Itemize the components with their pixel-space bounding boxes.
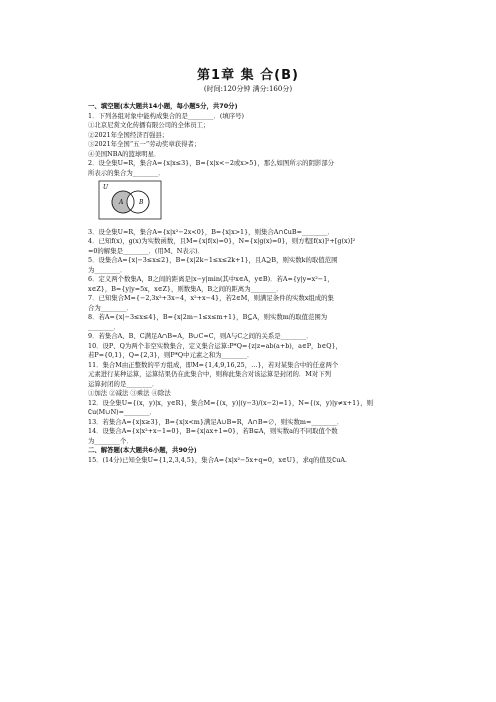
- question-line: =0的解集是________．(用M、N表示)．: [88, 246, 205, 255]
- question-line: ①北京尼赏文化传播有限公司的全体员工；: [88, 121, 210, 129]
- question-line: 4．已知f(x)，g(x)为实数函数，且M={x|f(x)=0}，N={x|g(x)=0}，则方程[f(x)]²+[g(x)]²: [88, 237, 356, 245]
- question-line: ________．: [88, 322, 120, 331]
- question-line: 运算封闭的是________．: [88, 379, 159, 388]
- question-line: 15．(14分)已知全集U={1,2,3,4,5}，集合A={x|x²−5x+q=0，x∈U}，求q的值及∁uA.: [88, 455, 347, 464]
- question-line: 为________．: [88, 265, 127, 274]
- question-line: 为________个．: [88, 436, 133, 445]
- section-heading: 一、填空题(本大题共14小题，每小题5分，共70分): [88, 102, 238, 110]
- question-line: 10．设P、Q为两个非空实数集合，定义集合运算:P*Q={z|z=ab(a+b)，a∈P，b∈Q}，: [88, 341, 342, 350]
- question-line: ∁u(M∪N)=________．: [88, 408, 156, 416]
- page-subtitle: (时间:120分钟 满分:160分): [203, 85, 293, 93]
- venn-diagram: [98, 180, 162, 220]
- question-line: 13．若集合A={x|x≥3}，B={x|x<m}满足A∪B=R，A∩B=∅，则实数m=________．: [88, 417, 344, 426]
- question-line: 5．设集合A={x|−3≤x≤2}，B={x|2k−1≤x≤2k+1}，且A⊇B，则实数k的取值范围: [88, 256, 338, 264]
- question-line: 若P={0,1}，Q={2,3}，则P*Q中元素之和为________．: [88, 351, 254, 359]
- question-list: [88, 102, 418, 465]
- question-line: ①加法 ②减法 ③乘法 ④除法: [88, 389, 171, 397]
- question-line: ③2021年全国“五一”劳动奖章获得者；: [88, 140, 201, 148]
- question-line: 11．集合M由正整数的平方组成，即M={1,4,9,16,25，…}，若对某集合中的任意两个: [88, 360, 339, 369]
- question-line: 14．设集合A={x|x²+x−1=0}，B={x|ax+1=0}，若B⊊A，则实数a的不同取值个数: [88, 427, 338, 435]
- question-line: 12．设全集U={(x，y)|x，y∈R}，集合M={(x，y)|(y−3)/(x−2)=1}，N={(x，y)|y≠x+1}，则: [88, 398, 373, 407]
- question-line: ④美国NBA的篮球明星．: [88, 149, 161, 158]
- question-line: ②2021年全国经济百强县；: [88, 130, 169, 139]
- venn-label-b: B: [139, 199, 144, 206]
- question-line: 1．下列各组对象中能构成集合的是________．(填序号): [88, 111, 245, 120]
- question-line: 7．已知集合M={−2,3x²+3x−4，x²+x−4}，若2∈M，则满足条件的实数x组成的集: [88, 294, 334, 302]
- venn-label-a: A: [119, 199, 124, 206]
- question-line: x∈Z}，B={y|y=5x，x∈Z}，则数集A，B之间的距离为________．: [88, 284, 283, 293]
- question-line: 3．设全集U=R，集合A={x|x²−2x<0}，B={x|x>1}，则集合A∩∁uB=________．: [88, 227, 334, 236]
- question-line: 所表示的集合为________．: [88, 168, 165, 177]
- page-title: 第1章 集 合(B): [197, 68, 299, 83]
- section-heading: 二、解答题(本大题共6小题，共90分): [88, 446, 197, 454]
- question-line: 合为________．: [88, 303, 133, 312]
- question-line: 6．定义两个数集A，B之间的距离是|x−y|min(其中x∈A，y∈B)．若A={y|y=x²−1，: [88, 275, 334, 283]
- question-line: 元素进行某种运算，运算结果仍在此集合中，则称此集合对该运算是封闭的．M对下列: [88, 370, 331, 378]
- question-line: 9．若集合A、B、C满足A∩B=A，B∪C=C，则A与C之间的关系是________．: [88, 332, 313, 340]
- question-line: 8．若A={x|−3≤x≤4}，B={x|2m−1≤x≤m+1}，B⊆A，则实数m的取值范围为: [88, 313, 328, 321]
- venn-label-u: U: [103, 184, 109, 191]
- question-line: 2．设全集U=R，集合A={x|x≤3}，B={x|x<−2或x>5}，那么如图所示的阴影部分: [88, 159, 335, 167]
